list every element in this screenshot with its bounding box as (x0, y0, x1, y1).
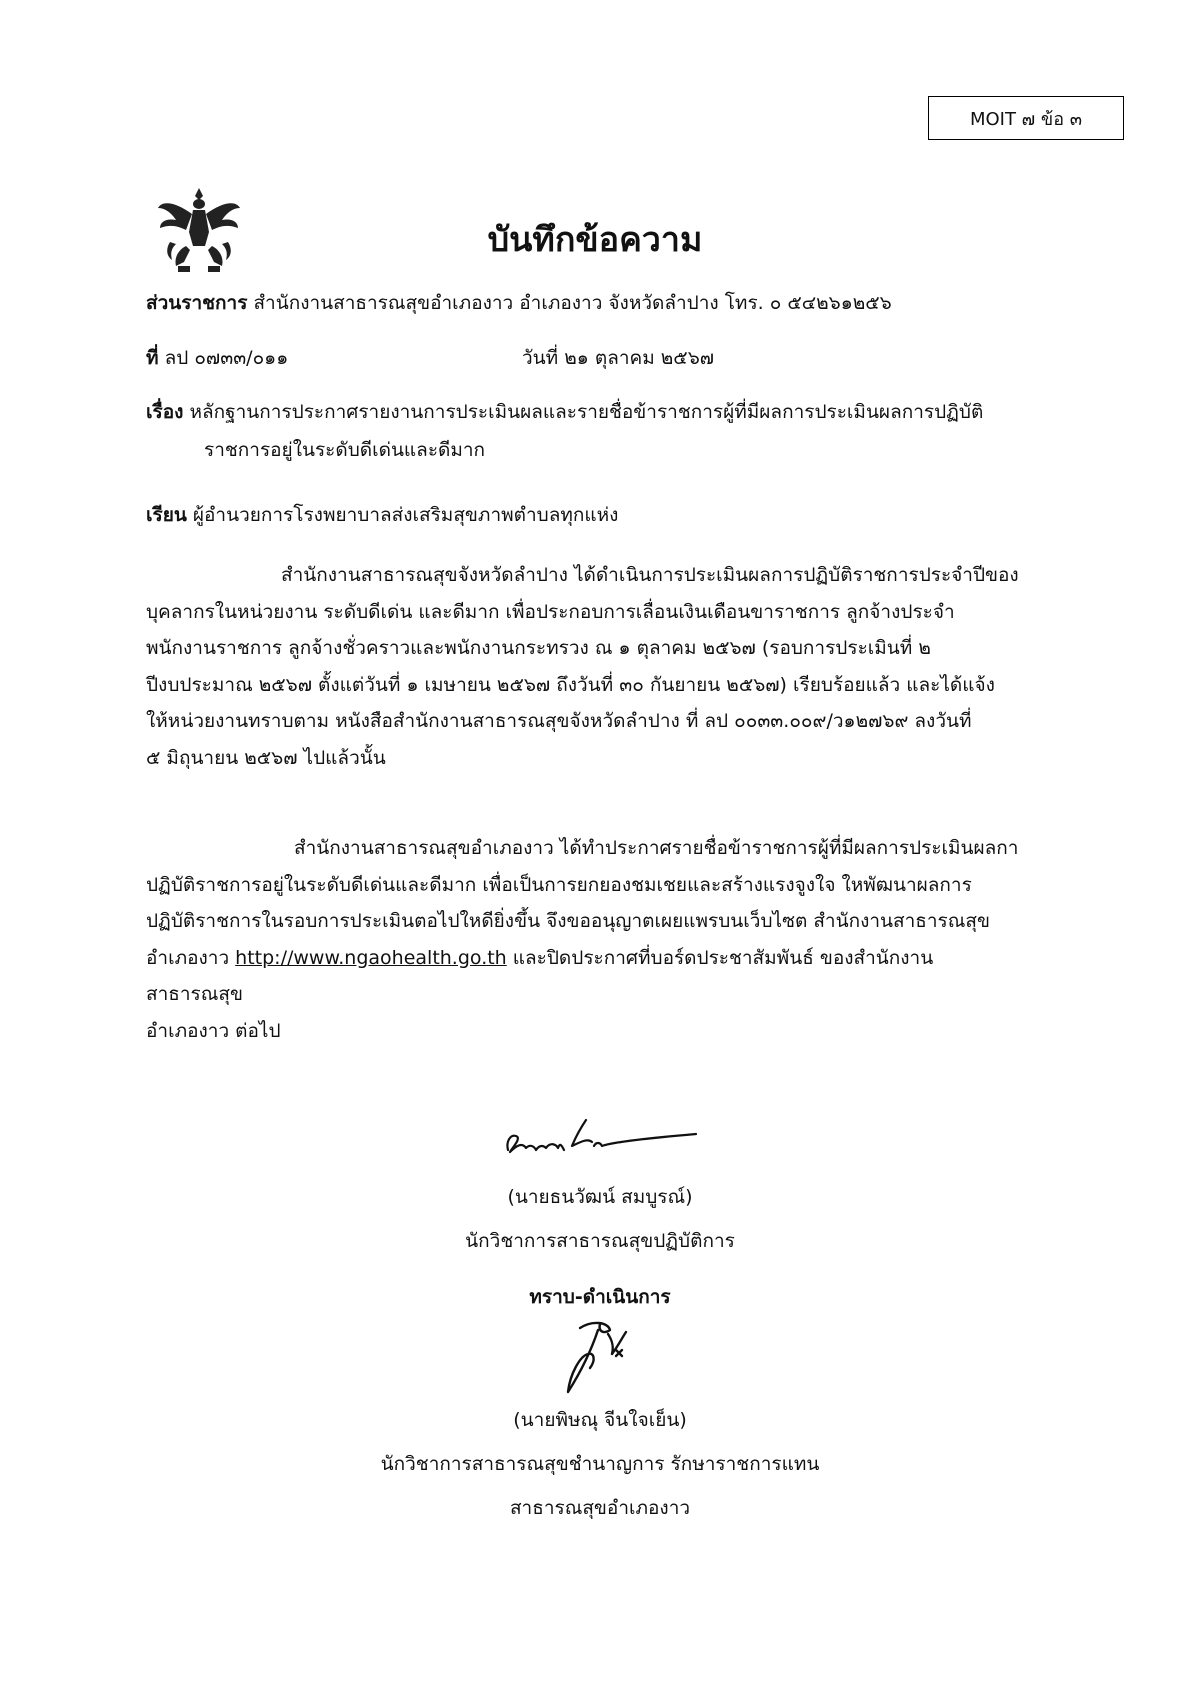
paragraph-2-line: ปฏิบัติราชการในรอบการประเมินตอไปใหดียิ่งขึ้น จึงขออนุญาตเผยแพรบนเว็บไซต สำนักงานสาธารณสุข (146, 910, 990, 932)
division-value: สำนักงานสาธารณสุขอำเภองาว อำเภองาว จังหวัดลำปาง โทร. ๐ ๕๔๒๖๑๒๕๖ (253, 292, 892, 314)
signature-2-icon (552, 1310, 642, 1400)
paragraph-2 (146, 830, 1046, 1049)
subject-line-2: ราชการอยู่ในระดับดีเด่นและดีมาก (204, 439, 486, 461)
signer-2-position: นักวิชาการสาธารณสุขชำนาญการ รักษาราชการแทน (380, 1453, 820, 1475)
paragraph-1-line: สำนักงานสาธารณสุขจังหวัดลำปาง ได้ดำเนินการประเมินผลการปฏิบัติราชการประจำปีของ (281, 564, 1019, 586)
ref-number: ลป ๐๗๓๓/๐๑๑ (164, 347, 289, 369)
reference-line (146, 344, 288, 372)
ref-box: MOIT ๗ ข้อ ๓ (928, 96, 1124, 140)
paragraph-1-line: ปีงบประมาณ ๒๕๖๗ ตั้งแต่วันที่ ๑ เมษายน ๒๕๖๗ ถึงวันที่ ๓๐ กันยายน ๒๕๖๗) เรียบร้อยแล้ว และได้แจ้ง (146, 673, 995, 696)
signature-1-icon (500, 1102, 700, 1172)
district-text: อำเภองาว (146, 946, 230, 969)
acknowledge-text: ทราบ-ดำเนินการ (529, 1286, 671, 1308)
paragraph-2-line: สาธารณสุข (146, 983, 243, 1005)
paragraph-1-line: ให้หน่วยงานทราบตาม หนังสือสำนักงานสาธารณสุขจังหวัดลำปาง ที่ ลป ๐๐๓๓.๐๐๙/ว๑๒๗๖๙ ลงวันที่ (146, 710, 972, 732)
subject-text-1: หลักฐานการประกาศรายงานการประเมินผลและรายชื่อข้าราชการผู้ที่มีผลการประเมินผลการปฏิบัติ (189, 401, 984, 423)
paragraph-2-line: สำนักงานสาธารณสุขอำเภองาว ได้ทำประกาศรายชื่อข้าราชการผู้ที่มีผลการประเมินผลกา (294, 837, 1019, 859)
date-line (522, 344, 714, 372)
board-text: และปิดประกาศที่บอร์ดประชาสัมพันธ์ ของสำนักงาน (512, 946, 934, 969)
paragraph-2-line: ปฏิบัติราชการอยู่ในระดับดีเด่นและดีมาก เพื่อเป็นการยกยองชมเชยและสร้างแรงจูงใจ ใหพัฒนาผลการ (146, 873, 972, 896)
paragraph-1-line: พนักงานราชการ ลูกจ้างชั่วคราวและพนักงานกระทรวง ณ ๑ ตุลาคม ๒๕๖๗ (รอบการประเมินที่ ๒ (146, 637, 931, 659)
signer-2-name: (นายพิษณุ จีนใจเย็น) (513, 1409, 687, 1431)
ref-label: ที่ (146, 347, 159, 369)
paragraph-1-line: ๕ มิถุนายน ๒๕๖๗ ไปแล้วนั้น (146, 746, 386, 769)
date-value: ๒๑ ตุลาคม ๒๕๖๗ (564, 347, 715, 369)
division-line (146, 289, 892, 317)
paragraph-2-line: อำเภองาว ต่อไป (146, 1019, 281, 1042)
date-label: วันที่ (522, 347, 559, 369)
signer-1-position: นักวิชาการสาธารณสุขปฏิบัติการ (465, 1230, 735, 1252)
to-value: ผู้อำนวยการโรงพยาบาลส่งเสริมสุขภาพตำบลทุกแห่ง (192, 504, 619, 526)
subject-line (146, 398, 983, 426)
signer-1-name: (นายธนวัฒน์ สมบูรณ์) (507, 1186, 693, 1208)
to-line (146, 501, 618, 529)
signer-2-position-2: สาธารณสุขอำเภองาว (509, 1497, 691, 1519)
to-label: เรียน (146, 504, 187, 526)
paragraph-2-line-4 (146, 940, 1046, 977)
memo-title: บันทึกข้อความ (487, 220, 703, 260)
website-link[interactable]: http://www.ngaohealth.go.th (235, 946, 507, 969)
division-label: ส่วนราชการ (146, 292, 248, 314)
subject-label: เรื่อง (146, 401, 184, 423)
paragraph-1-line: บุคลากรในหน่วยงาน ระดับดีเด่น และดีมาก เพื่อประกอบการเลื่อนเงินเดือนขาราชการ ลูกจ้างประจำ (146, 600, 955, 623)
paragraph-1 (146, 557, 1046, 776)
